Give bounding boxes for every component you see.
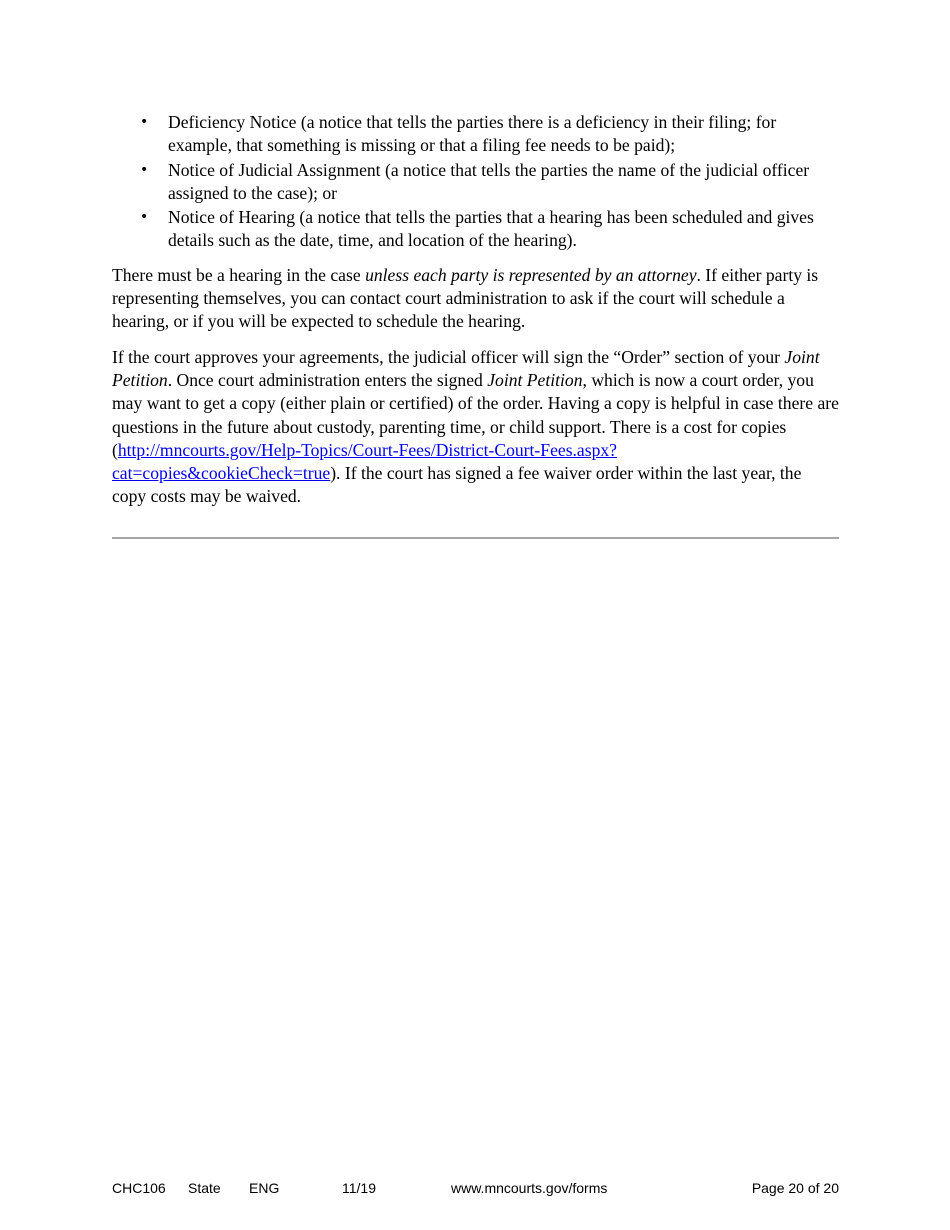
revision-date: 11/19: [342, 1180, 376, 1196]
list-item: [112, 111, 839, 158]
joint-petition-emphasis: Joint Petition: [112, 346, 820, 390]
list-item: [112, 206, 839, 253]
order-paragraph: If the court approves your agreements, the judicial officer will sign the “Order” section of your Joint Petition. Once court administration enters the signed Joint Petition, which is now a court order, you may want to get a copy (either plain or certified) of the order. Having a copy is helpful in case there are questions in the future about custody, parenting time, or child support. There is a cost for copies (http://mncourts.gov/Help-Topics/Court-Fees/District-Court-Fees.aspx?cat=copies&cookieCheck=true). If the court has signed a fee waiver order within the last year, the copy costs may be waived.: [112, 346, 839, 507]
hearing-paragraph: There must be a hearing in the case unless each party is represented by an attorney. If either party is representing themselves, you can contact court administration to ask if the court will schedule a hearing, or if you will be expected to schedule the hearing.: [112, 264, 819, 332]
bullet-icon: •: [140, 209, 149, 226]
document-body: [112, 111, 839, 509]
notice-list: [112, 111, 839, 253]
list-item-text: Notice of Judicial Assignment (a notice that tells the parties the name of the judicial officer assigned to the case); or: [168, 159, 810, 203]
horizontal-divider: [112, 537, 839, 539]
list-item-text: Deficiency Notice (a notice that tells the parties there is a deficiency in their filing; for example, that something is missing or that a filing fee needs to be paid);: [168, 112, 777, 156]
list-item-text: Notice of Hearing (a notice that tells the parties that a hearing has been scheduled and gives details such as the date, time, and location of the hearing).: [168, 207, 814, 251]
form-code: CHC106: [112, 1180, 166, 1196]
bullet-icon: •: [140, 114, 149, 130]
court-fees-link[interactable]: http://mncourts.gov/Help-Topics/Court-Fees/District-Court-Fees.aspx?cat=copies&cookieCheck=true: [112, 439, 617, 484]
page-footer: [0, 1179, 950, 1197]
forms-website: www.mncourts.gov/forms: [451, 1180, 608, 1196]
attorney-emphasis: unless each party is represented by an attorney: [365, 264, 697, 285]
bullet-icon: •: [140, 161, 149, 178]
page-number: Page 20 of 20: [751, 1180, 839, 1196]
jurisdiction-label: State: [188, 1180, 221, 1196]
joint-petition-emphasis: Joint Petition: [487, 369, 583, 390]
language-label: ENG: [249, 1180, 280, 1196]
list-item: [112, 159, 839, 206]
